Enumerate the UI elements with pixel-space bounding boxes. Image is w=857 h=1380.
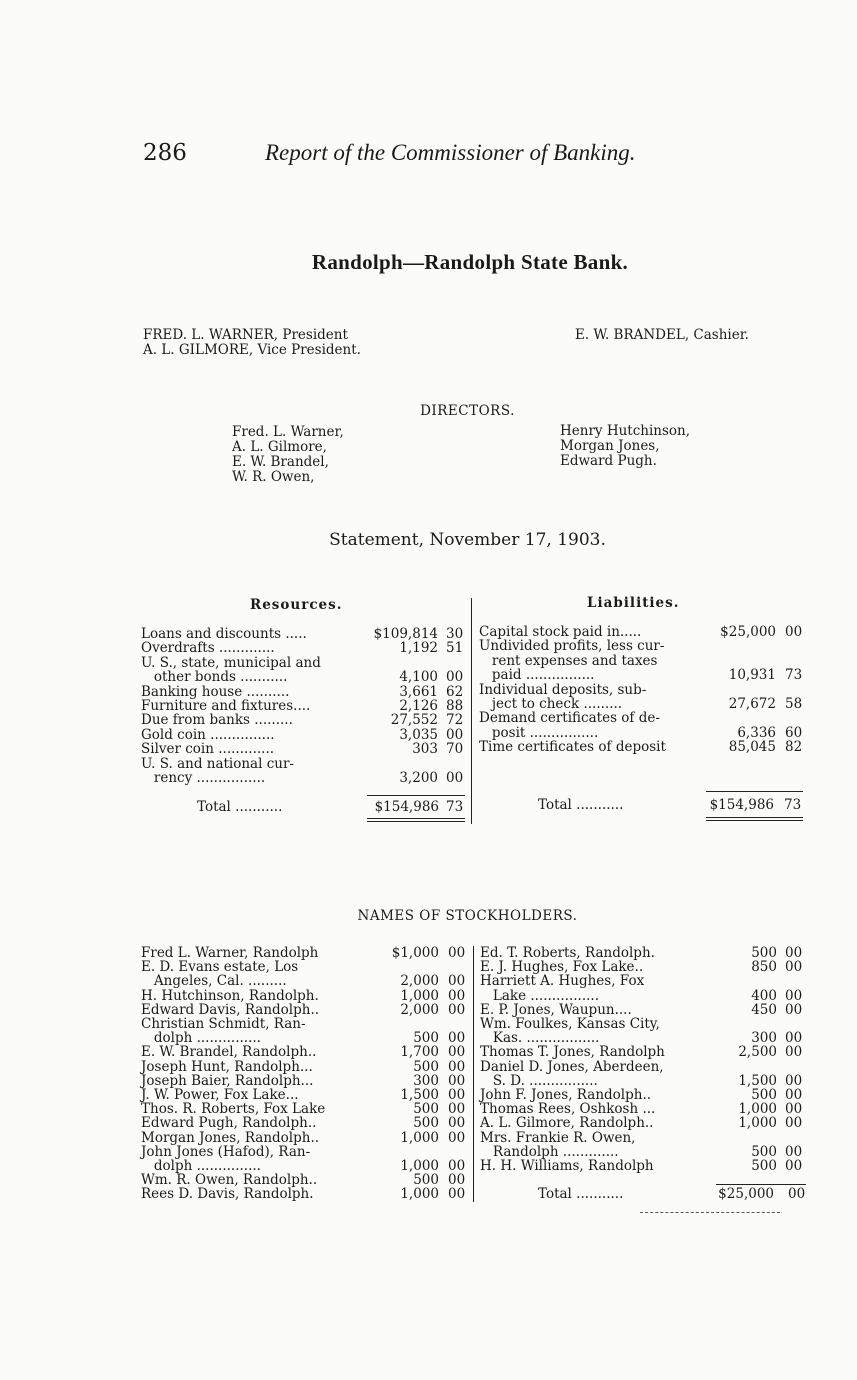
stockholder-dollars: 500 (751, 945, 777, 961)
resources-cents: 00 (446, 669, 464, 686)
liabilities-label: Individual deposits, sub- (479, 681, 647, 698)
stockholder-label: Christian Schmidt, Ran- (141, 1016, 306, 1032)
resources-label: Furniture and fixtures.... (141, 698, 311, 714)
stockholder-dollars: 2,000 (400, 1001, 439, 1018)
stockholder-cents: 00 (448, 973, 466, 990)
statement-title: Statement, November 17, 1903. (329, 530, 606, 550)
liabilities-cents: 82 (785, 739, 803, 756)
stockholder-label: Thos. R. Roberts, Fox Lake (141, 1101, 326, 1118)
closing-rule (640, 1212, 780, 1213)
running-title: Report of the Commissioner of Banking. (265, 140, 636, 165)
liabilities-label: rent expenses and taxes (479, 652, 658, 669)
column-divider (471, 598, 472, 824)
stockholder-cents: 00 (448, 1030, 466, 1047)
stockholder-dollars: 500 (413, 1030, 439, 1047)
stockholder-dollars: 400 (751, 987, 777, 1004)
liabilities-label: Capital stock paid in..... (479, 624, 642, 640)
resources-cents: 00 (446, 726, 464, 743)
liabilities-total-cents: 73 (784, 797, 802, 813)
liabilities-dollars: 6,336 (737, 724, 776, 741)
stockholder-label: Wm. R. Owen, Randolph.. (141, 1172, 318, 1189)
total-rule (367, 795, 465, 796)
stockholder-cents: 00 (448, 1129, 466, 1146)
stockholder-dollars: 850 (751, 959, 777, 976)
stockholder-dollars: 1,500 (738, 1072, 777, 1089)
resources-cents: 72 (446, 712, 464, 729)
resources-dollars: 3,035 (399, 726, 438, 743)
resources-dollars: 303 (412, 741, 438, 758)
stockholder-label: E. W. Brandel, Randolph.. (141, 1044, 317, 1061)
director-name: A. L. Gilmore, (232, 439, 327, 455)
stockholder-label: John F. Jones, Randolph.. (480, 1087, 652, 1103)
liabilities-heading: Liabilities. (587, 595, 680, 611)
resources-label: Gold coin ............... (141, 726, 275, 743)
officer-cashier: E. W. BRANDEL, Cashier. (575, 327, 749, 343)
director-name: Morgan Jones, (560, 438, 660, 454)
stockholder-cents: 00 (448, 1158, 466, 1174)
stockholder-label: dolph ............... (141, 1158, 261, 1174)
stockholders-divider (473, 946, 474, 1202)
stockholder-label: Wm. Foulkes, Kansas City, (480, 1016, 660, 1032)
total-double-rule (367, 821, 465, 822)
liabilities-label: ject to check ......... (479, 696, 623, 712)
stockholder-label: E. P. Jones, Waupun.... (480, 1001, 632, 1018)
stockholders-total-dollars: $25,000 (718, 1186, 774, 1202)
liabilities-dollars: 10,931 (728, 667, 776, 684)
stockholder-cents: 00 (785, 987, 803, 1004)
stockholder-label: Edward Pugh, Randolph.. (141, 1115, 317, 1132)
stockholder-cents: 00 (785, 1030, 803, 1047)
total-double-rule (367, 818, 465, 819)
stockholder-label: J. W. Power, Fox Lake... (141, 1087, 299, 1103)
stockholder-dollars: 500 (413, 1058, 439, 1075)
stockholder-label: Edward Davis, Randolph.. (141, 1001, 320, 1018)
total-rule (706, 791, 803, 792)
stockholder-label: Harriett A. Hughes, Fox (480, 973, 645, 990)
resources-dollars: 27,552 (390, 712, 438, 729)
resources-total-cents: 73 (446, 799, 464, 815)
stockholder-dollars: 1,000 (400, 1186, 439, 1203)
directors-left (232, 425, 344, 485)
stockholder-cents: 00 (785, 1143, 803, 1160)
stockholder-dollars: 1,000 (738, 1101, 777, 1118)
liabilities-cents: 00 (785, 624, 803, 640)
stockholder-cents: 00 (785, 1115, 803, 1132)
stockholder-dollars: 500 (413, 1101, 439, 1118)
stockholder-dollars: 500 (751, 1158, 777, 1174)
stockholder-dollars: 500 (751, 1143, 777, 1160)
resources-dollars: 2,126 (399, 698, 438, 714)
stockholder-dollars: 1,000 (400, 1158, 439, 1174)
resources-total-label: Total ........... (197, 799, 283, 815)
officer-president: FRED. L. WARNER, President (143, 327, 348, 343)
stockholder-label: dolph ............... (141, 1030, 261, 1047)
resources-label: other bonds ........... (141, 669, 288, 686)
stockholder-label: H. H. Williams, Randolph (480, 1158, 654, 1174)
stockholder-cents: 00 (785, 959, 803, 976)
director-name: E. W. Brandel, (232, 454, 329, 470)
stockholder-cents: 00 (448, 945, 466, 961)
stockholder-label: Ed. T. Roberts, Randolph. (480, 945, 655, 961)
officer-vice-president: A. L. GILMORE, Vice President. (143, 342, 361, 358)
stockholder-dollars: 1,000 (738, 1115, 777, 1132)
stockholder-dollars: 300 (751, 1030, 777, 1047)
stockholder-cents: 00 (448, 1186, 466, 1203)
stockholder-cents: 00 (785, 1087, 803, 1103)
bank-title: Randolph—Randolph State Bank. (311, 250, 629, 274)
stockholder-cents: 00 (448, 1087, 466, 1103)
resources-label: Silver coin ............. (141, 741, 275, 758)
resources-label: Due from banks ......... (141, 712, 293, 729)
stockholder-label: Joseph Baier, Randolph... (141, 1072, 314, 1089)
stockholder-label: Randolph ............. (480, 1143, 619, 1160)
stockholder-cents: 00 (448, 1072, 466, 1089)
liabilities-label: Undivided profits, less cur- (479, 638, 665, 655)
stockholder-dollars: $1,000 (391, 945, 439, 961)
stockholder-label: Morgan Jones, Randolph.. (141, 1129, 320, 1146)
liabilities-dollars: 85,045 (728, 739, 776, 756)
stockholder-label: Thomas Rees, Oshkosh ... (480, 1101, 656, 1118)
stockholders-total-rule (716, 1184, 806, 1185)
director-name: Henry Hutchinson, (560, 423, 691, 439)
resources-cents: 62 (446, 683, 464, 700)
stockholder-label: Angeles, Cal. ......... (141, 973, 287, 990)
stockholder-label: Mrs. Frankie R. Owen, (480, 1129, 636, 1146)
stockholder-label: Thomas T. Jones, Randolph (480, 1044, 665, 1061)
resources-label: U. S. and national cur- (141, 755, 294, 772)
liabilities-label: posit ................ (479, 724, 599, 741)
stockholder-label: Kas. ................. (480, 1030, 600, 1047)
director-name: Edward Pugh. (560, 453, 657, 469)
resources-label: U. S., state, municipal and (141, 654, 321, 671)
stockholder-label: H. Hutchinson, Randolph. (141, 987, 319, 1004)
director-name: Fred. L. Warner, (232, 424, 344, 440)
stockholder-cents: 00 (448, 1172, 466, 1189)
resources-dollars: 3,661 (399, 683, 438, 700)
liabilities-cents: 73 (785, 667, 803, 684)
directors-right (560, 424, 690, 469)
resources-heading: Resources. (250, 597, 343, 613)
liabilities-cents: 58 (785, 696, 803, 712)
resources-label: Banking house .......... (141, 683, 290, 700)
stockholder-cents: 00 (448, 1044, 466, 1061)
stockholder-cents: 00 (785, 945, 803, 961)
stockholder-cents: 00 (785, 1044, 803, 1061)
stockholder-cents: 00 (785, 1072, 803, 1089)
resources-cents: 70 (446, 741, 464, 758)
resources-label: rency ................ (141, 770, 266, 786)
liabilities-cents: 60 (785, 724, 803, 741)
stockholder-label: S. D. ................ (480, 1072, 598, 1089)
liabilities-label: Time certificates of deposit (479, 739, 666, 756)
resources-dollars: 1,192 (399, 640, 438, 657)
resources-label: Overdrafts ............. (141, 640, 275, 657)
liabilities-dollars: $25,000 (720, 624, 776, 640)
page-number: 286 (143, 140, 187, 166)
stockholder-label: E. J. Hughes, Fox Lake.. (480, 959, 644, 976)
stockholder-dollars: 1,000 (400, 987, 439, 1004)
stockholder-dollars: 500 (751, 1087, 777, 1103)
liabilities-label: Demand certificates of de- (479, 710, 660, 727)
stockholders-heading: NAMES OF STOCKHOLDERS. (357, 908, 578, 924)
stockholder-dollars: 300 (413, 1072, 439, 1089)
stockholder-label: Lake ................ (480, 987, 600, 1004)
stockholder-dollars: 1,700 (400, 1044, 439, 1061)
stockholder-cents: 00 (448, 1001, 466, 1018)
liabilities-label: paid ................ (479, 667, 595, 684)
stockholder-label: Rees D. Davis, Randolph. (141, 1186, 314, 1203)
stockholder-cents: 00 (448, 1115, 466, 1132)
stockholder-dollars: 1,000 (400, 1129, 439, 1146)
stockholder-dollars: 2,500 (738, 1044, 777, 1061)
liabilities-dollars: 27,672 (728, 696, 776, 712)
stockholder-label: E. D. Evans estate, Los (141, 959, 299, 976)
total-double-rule (706, 820, 803, 821)
resources-label: Loans and discounts ..... (141, 626, 307, 642)
stockholder-label: Fred L. Warner, Randolph (141, 945, 319, 961)
stockholder-label: Daniel D. Jones, Aberdeen, (480, 1058, 664, 1075)
stockholder-label: John Jones (Hafod), Ran- (141, 1143, 311, 1160)
stockholder-cents: 00 (448, 987, 466, 1004)
director-name: W. R. Owen, (232, 469, 315, 485)
resources-dollars: 4,100 (399, 669, 438, 686)
resources-total-dollars: $154,986 (374, 799, 439, 815)
stockholder-cents: 00 (785, 1101, 803, 1118)
stockholder-cents: 00 (785, 1158, 803, 1174)
stockholder-dollars: 450 (751, 1001, 777, 1018)
stockholder-label: A. L. Gilmore, Randolph.. (480, 1115, 654, 1132)
liabilities-total-label: Total ........... (538, 797, 624, 813)
total-double-rule (706, 817, 803, 818)
resources-cents: 30 (446, 626, 464, 642)
stockholders-total-label: Total ........... (538, 1186, 624, 1202)
stockholders-total-cents: 00 (788, 1186, 806, 1202)
resources-dollars: 3,200 (399, 770, 438, 786)
stockholder-label: Joseph Hunt, Randolph... (141, 1058, 313, 1075)
stockholder-dollars: 500 (413, 1172, 439, 1189)
resources-cents: 88 (446, 698, 464, 714)
stockholder-dollars: 2,000 (400, 973, 439, 990)
resources-cents: 51 (446, 640, 464, 657)
resources-cents: 00 (446, 770, 464, 786)
stockholder-cents: 00 (448, 1058, 466, 1075)
resources-dollars: $109,814 (373, 626, 438, 642)
liabilities-total-dollars: $154,986 (709, 797, 774, 813)
stockholder-cents: 00 (448, 1101, 466, 1118)
stockholder-dollars: 1,500 (400, 1087, 439, 1103)
stockholder-dollars: 500 (413, 1115, 439, 1132)
directors-heading: DIRECTORS. (420, 403, 515, 419)
stockholder-cents: 00 (785, 1001, 803, 1018)
